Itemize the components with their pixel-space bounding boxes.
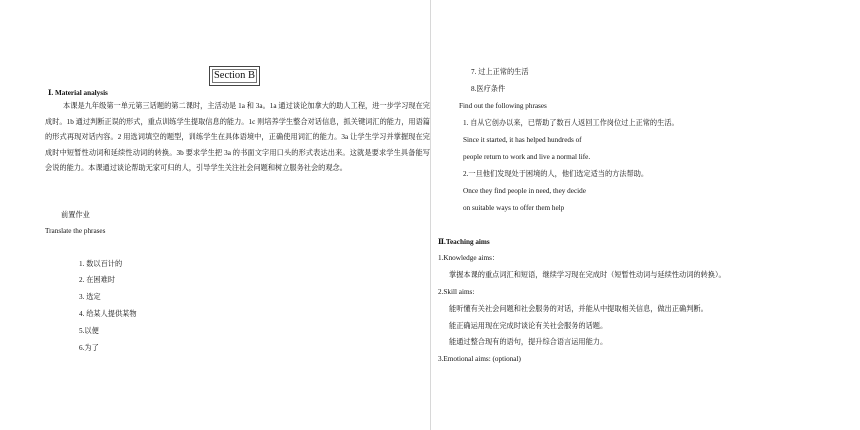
phrase-item: 4. 给某人提供某物 [79, 310, 137, 318]
skill-aims-label: 2.Skill aims: [438, 288, 475, 296]
teaching-aims-heading: Ⅱ.Teaching aims [438, 238, 490, 246]
section-title: Section B [209, 66, 260, 86]
knowledge-aims-label: 1.Knowledge aims： [438, 254, 500, 262]
phrase-item: 1. 数以百计的 [79, 260, 123, 268]
material-analysis-body: 本课是九年级第一单元第三话题的第二课时，主活动是 1a 和 3a。1a 通过谈论加拿大的助人工程，进一步学习现在完成时。1b 通过判断正误的形式，重点训练学生提取信息的能力。1c 则培养学生整合对话信息，抓关键词汇的能力，用语篇的形式再现对话内容。2 用选词填空的题型，训练学生在具体语境中，正确使用词汇的能力。3a 让学生学习并掌握现在完成时中短暂性动词和延续性动词的转换。3b 要求学生把 3a 的书面文字用口头的形式表达出来。这就是要求学生具备能写会说的能力。本课通过谈论帮助无家可归的人，引导学生关注社会问题和树立服务社会的观念。 [45, 102, 430, 172]
phrase-item: 7. 过上正常的生活 [471, 68, 529, 76]
skill-aim-item: 能正确运用现在完成时谈论有关社会服务的话题。 [449, 322, 608, 330]
prework-label: 前置作业 [61, 211, 90, 219]
knowledge-aims-text: 掌握本课的重点词汇和短语，继续学习现在完成时（短暂性动词与延续性动词的转换）。 [449, 271, 726, 279]
example-item-2-english-b: on suitable ways to offer them help [463, 204, 565, 212]
material-analysis-heading: Ⅰ. Material analysis [48, 89, 108, 97]
phrase-item: 6.为了 [79, 344, 99, 352]
example-item-2-english-a: Once they find people in need, they decide [463, 187, 586, 195]
phrase-item: 2. 在困难时 [79, 276, 115, 284]
phrase-item: 3. 选定 [79, 293, 101, 301]
example-item-1-english-a: Since it started, it has helped hundreds of [463, 136, 582, 144]
emotional-aims-label: 3.Emotional aims: (optional) [438, 355, 521, 363]
skill-aim-item: 能听懂有关社会问题和社会服务的对话，并能从中提取相关信息，做出正确判断。 [449, 305, 708, 313]
phrase-item: 5.以便 [79, 327, 99, 335]
find-out-heading: Find out the following phrases [459, 102, 547, 110]
translate-instruction: Translate the phrases [45, 227, 106, 235]
example-item-1-english-b: people return to work and live a normal life. [463, 153, 591, 161]
example-item-2: 2.一旦他们发现处于困境的人，他们选定适当的方法帮助。 [463, 170, 649, 178]
skill-aim-item: 能通过整合现有的语句，提升综合语言运用能力。 [449, 338, 608, 346]
example-item-1: 1. 自从它创办以来，已帮助了数百人返回工作岗位过上正常的生活。 [463, 119, 679, 127]
column-divider [430, 0, 431, 430]
phrase-item: 8.医疗条件 [471, 85, 506, 93]
